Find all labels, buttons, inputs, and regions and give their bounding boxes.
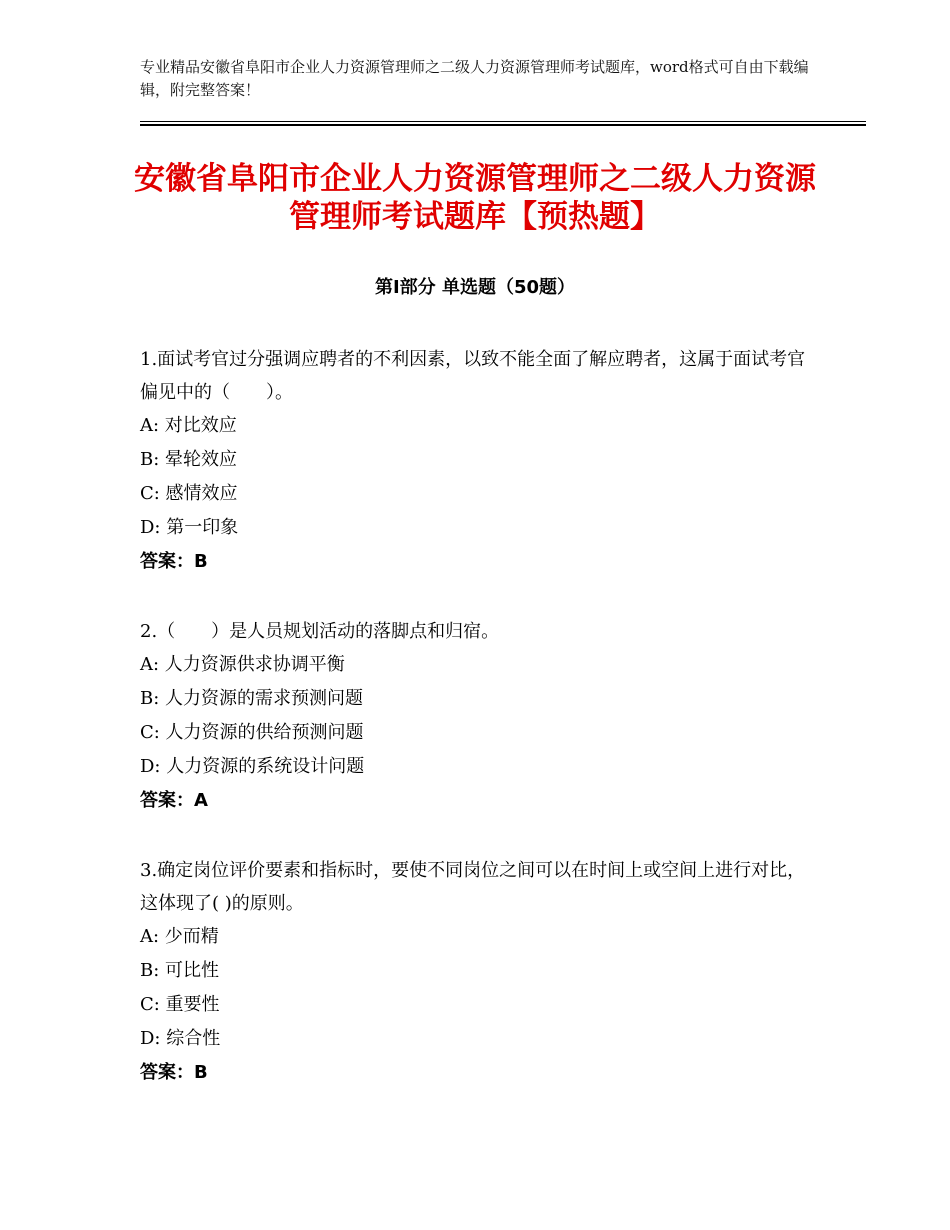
answer: 答案：B (140, 1062, 208, 1083)
header-rule-thick (140, 124, 866, 126)
question-stem: 2.（ ）是人员规划活动的落脚点和归宿。 (140, 621, 500, 642)
option-c: C: 感情效应 (140, 483, 238, 504)
document-title: 安徽省阜阳市企业人力资源管理师之二级人力资源管理师考试题库【预热题】 (134, 161, 816, 235)
option-a: A: 人力资源供求协调平衡 (140, 654, 345, 675)
option-b: B: 晕轮效应 (140, 449, 238, 470)
option-c: C: 重要性 (140, 994, 220, 1015)
header-note: 专业精品安徽省阜阳市企业人力资源管理师之二级人力资源管理师考试题库，word格式可自由下载编辑，附完整答案！ (140, 58, 809, 99)
answer: 答案：A (140, 790, 208, 811)
header-rule-thin (140, 121, 866, 122)
answer: 答案：B (140, 551, 208, 572)
question-stem: 3.确定岗位评价要素和指标时，要使不同岗位之间可以在时间上或空间上进行对比，这体现了( )的原则。 (140, 860, 806, 914)
option-b: B: 可比性 (140, 960, 220, 981)
section-heading: 第Ⅰ部分 单选题（50题） (374, 277, 575, 298)
question-1 (140, 343, 820, 579)
option-d: D: 第一印象 (140, 517, 239, 538)
option-d: D: 综合性 (140, 1028, 221, 1049)
option-c: C: 人力资源的供给预测问题 (140, 722, 364, 743)
option-a: A: 对比效应 (140, 415, 237, 436)
question-2 (140, 615, 820, 818)
question-3 (140, 854, 820, 1090)
option-b: B: 人力资源的需求预测问题 (140, 688, 364, 709)
option-a: A: 少而精 (140, 926, 219, 947)
option-d: D: 人力资源的系统设计问题 (140, 756, 365, 777)
question-stem: 1.面试考官过分强调应聘者的不利因素，以致不能全面了解应聘者，这属于面试考官偏见中的（ ）。 (140, 349, 806, 403)
